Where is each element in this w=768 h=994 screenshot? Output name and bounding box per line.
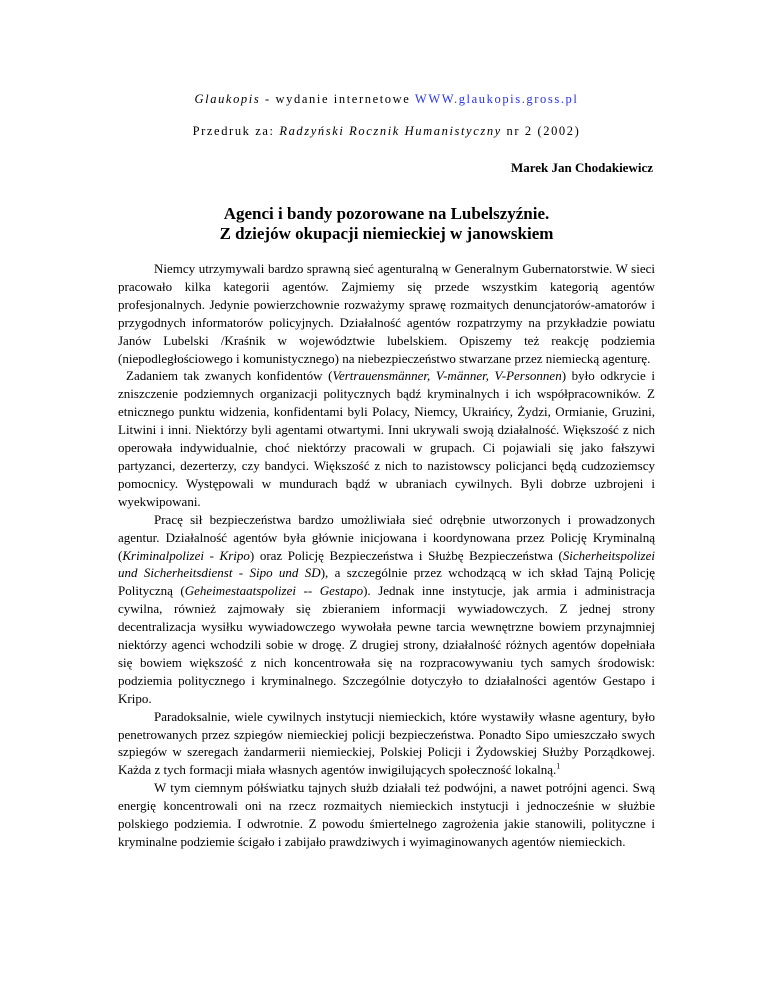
title-line-1: Agenci i bandy pozorowane na Lubelszyźnie.: [223, 204, 550, 223]
reprint-line: [118, 124, 655, 139]
paragraph-3-term-sipo: Sicherheitspolizei und Sicherheitsdienst - Sipo und SD: [118, 547, 655, 581]
footnote-ref-1[interactable]: 1: [556, 762, 561, 772]
paragraph-3-term-gestapo: Geheimestaatspolizei -- Gestapo: [184, 583, 364, 599]
paragraph-4: [118, 708, 655, 780]
paragraph-3: [118, 511, 655, 708]
paragraph-2-text-a: Zadaniem tak zwanych konfidentów (: [126, 368, 333, 384]
publication-header: [118, 92, 655, 107]
paragraph-2: [118, 367, 655, 510]
journal-name: Glaukopis: [194, 92, 261, 106]
reprint-prefix: Przedruk za:: [192, 124, 280, 138]
paragraph-2-term: Vertrauensmänner, V-männer, V-Personnen: [332, 368, 562, 384]
edition-text: - wydanie internetowe: [260, 92, 415, 106]
paragraph-3-text-e: ), a szczególnie przez wchodzącą w ich skład Tajną Policję Polityczną (: [118, 565, 655, 599]
article-body: [118, 260, 655, 851]
title-line-2: Z dziejów okupacji niemieckiej w janowskiem: [219, 224, 554, 243]
reprint-source: Radzyński Rocznik Humanistyczny: [279, 124, 502, 138]
paragraph-3-text-a: Pracę sił bezpieczeństwa bardzo umożliwiała sieć odrębnie utworzonych i prowadzonych agentur. Działalność agentów była głównie inicjowana i koordynowana przez Policję Kryminalną (: [118, 511, 655, 563]
author-name: Marek Jan Chodakiewicz: [510, 160, 653, 175]
paragraph-1: Niemcy utrzymywali bardzo sprawną sieć agenturalną w Generalnym Gubernatorstwie. W sieci pracowało kilka kategorii agentów. Zajmiemy się przede wszystkim kategorią agentów profesjonalnych. Jedynie powierzchownie rozważymy sprawę rozmaitych denuncjatorów-amatorów i przygodnych informatorów policyjnych. Działalność agentów rozpatrzymy na przykładzie powiatu Janów Lubelski /Kraśnik w województwie lubelskiem. Opiszemy też reakcję podziemia (niepodległościowego i komunistycznego) na niebezpieczeństwo stwarzane przez niemiecką agenturę.: [118, 261, 655, 366]
paragraph-3-text-g: ). Jednak inne instytucje, jak armia i administracja cywilna, również zajmowały się zbieraniem informacji wywiadowczych. Z jednej strony decentralizacja wysiłku wywiadowczego wywołała pewne tarcia wewnętrzne bowiem przynajmniej niektórzy agenci wchodzili sobie w drogę. Z drugiej strony, działalność różnych agentów dopełniała się bowiem większość z nich koncentrowała się na rozpracowywaniu tych samych środowisk: podziemia politycznego i kryminalnego. Szczególnie dotyczyło to działalności agentów Gestapo i Kripo.: [118, 583, 655, 706]
paragraph-5: W tym ciemnym półświatku tajnych służb działali też podwójni, a nawet potrójni agenci. Swą energię koncentrowali oni na rzecz rozmaitych niemieckich instytucji i jednocześnie w służbie polskiego podziemia. I odwrotnie. Z powodu śmiertelnego zagrożenia jakie stanowili, polityczne i kryminalne podziemie ścigało i zabijało prawdziwych i wyimaginowanych agentów niemieckich.: [118, 780, 655, 849]
reprint-issue: nr 2 (2002): [501, 124, 581, 138]
paragraph-4-text: Paradoksalnie, wiele cywilnych instytucji niemieckich, które wystawiły własne agentury, było penetrowanych przez szpiegów niemieckiej policji bezpieczeństwa. Ponadto Sipo umieszczało swych szpiegów w szeregach żandarmerii niemieckiej, Polskiej Policji i Żydowskiej Służby Porządkowej. Każda z tych formacji miała własnych agentów inwigilujących społeczność lokalną.: [118, 708, 655, 778]
paragraph-3-text-c: ) oraz Policję Bezpieczeństwa i Służbę Bezpieczeństwa (: [249, 547, 563, 563]
website-link[interactable]: WWW.glaukopis.gross.pl: [414, 92, 579, 106]
article-title: [118, 204, 655, 244]
paragraph-3-term-kripo: Kriminalpolizei - Kripo: [122, 547, 250, 563]
paragraph-2-text-c: ) było odkrycie i zniszczenie podziemnych organizacji politycznych bądź kryminalnych i ich współpracowników. Z etnicznego punktu widzenia, konfidentami byli Polacy, Niemcy, Ukraińcy, Żydzi, Ormianie, Gruzini, Litwini i inni. Niektórzy byli agentami otwartymi. Inni ukrywali swoją działalność. Większość z nich operowała indywidualnie, choć niektórzy pracowali w grupach. Ci pojawiali się jako fałszywi partyzanci, dezerterzy, czy bandyci. Większość z nich to nazistowscy policjanci będą cudzoziemscy pomocnicy. Występowali w mundurach bądź w ubraniach cywilnych. Byli dobrze uzbrojeni i wyekwipowani.: [118, 368, 655, 509]
